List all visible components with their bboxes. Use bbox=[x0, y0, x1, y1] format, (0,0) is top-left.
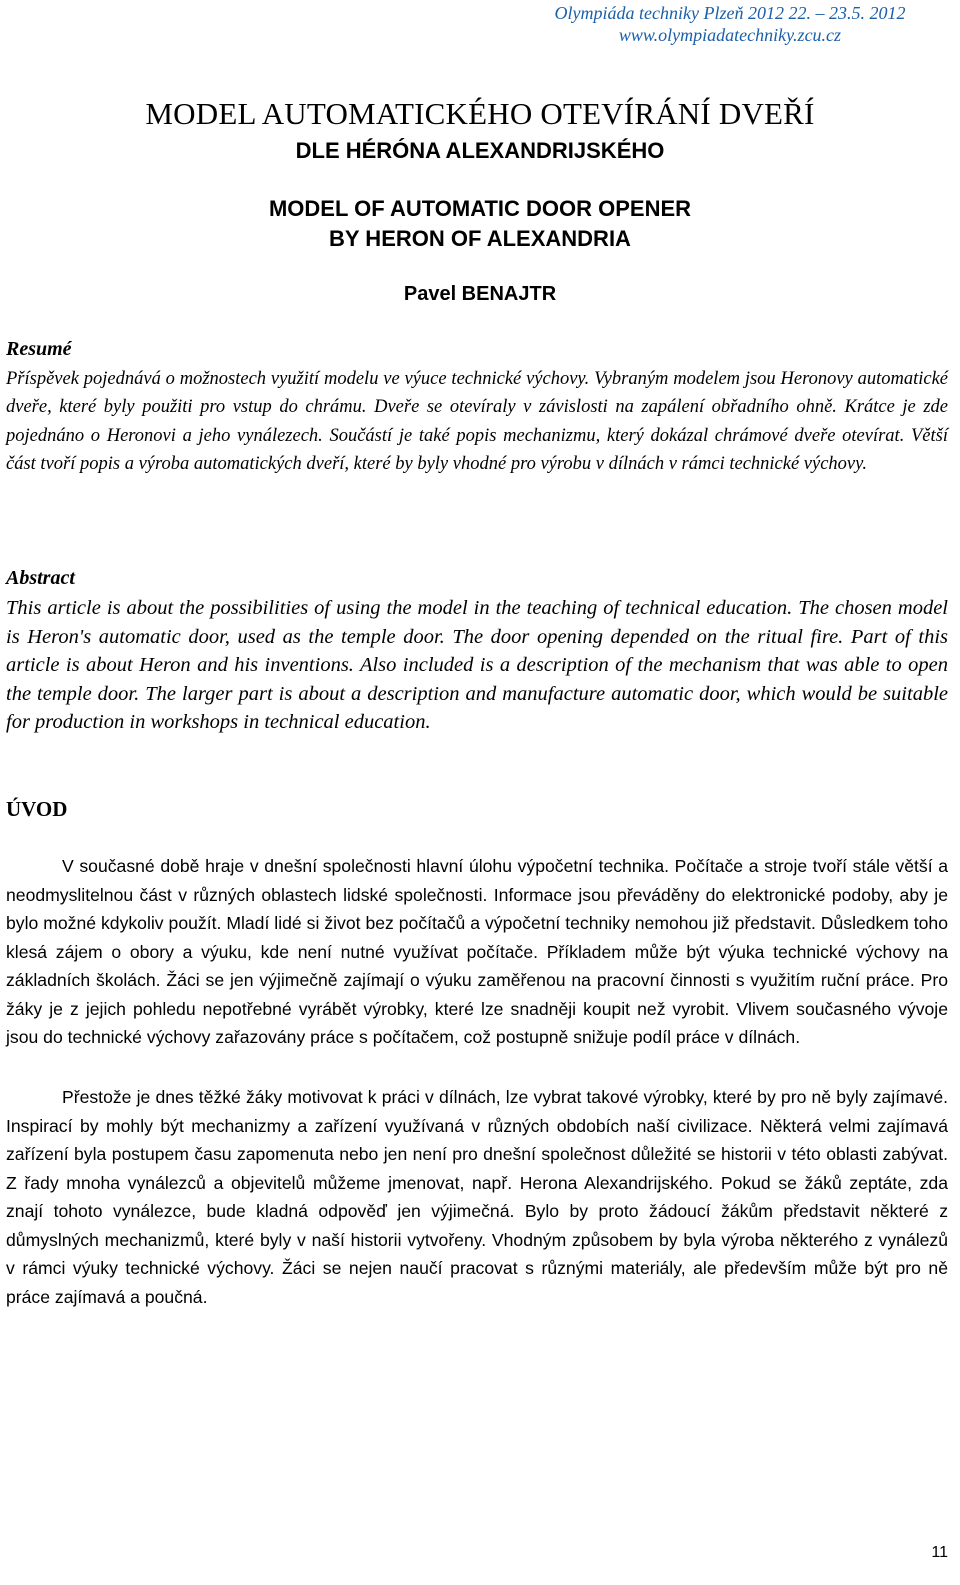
subtitle-english: BY HERON OF ALEXANDRIA bbox=[329, 226, 631, 251]
resume-text: Příspěvek pojednává o možnostech využití modelu ve výuce technické výchovy. Vybraným modelem jsou Heronovy automatické dveře, které byly použiti pro vstup do chrámu. Dveře se otevíraly v závislosti na zapálení obřadního ohně. Krátce je zde pojednáno o Heronovi a jeho vynálezech. Součástí je také popis mechanizmu, který dokázal chrámové dveře otevírat. Větší část tvoří popis a výroba automatických dveří, které by byly vhodné pro výrobu v dílnách v rámci technické výchovy. bbox=[6, 369, 948, 475]
header-event-line: Olympiáda techniky Plzeň 2012 22. – 23.5. 2012 bbox=[554, 3, 906, 23]
intro-heading: ÚVOD bbox=[6, 797, 68, 821]
title-english: MODEL OF AUTOMATIC DOOR OPENER bbox=[268, 196, 692, 221]
running-header bbox=[510, 2, 950, 46]
header-url-line: www.olympiadatechniky.zcu.cz bbox=[618, 25, 842, 45]
abstract-text: This article is about the possibilities of using the model in the teaching of technical education. The chosen model is Heron's automatic door, used as the temple door. The door opening depended on the ritual fire. Part of this article is about Heron and his inventions. Also included is a description of the mechanism that was able to open the temple door. The larger part is about a description and manufacture automatic door, which would be suitable for production in workshops in technical education. bbox=[6, 597, 948, 734]
intro-paragraph-1: V současné době hraje v dnešní společnosti hlavní úlohu výpočetní technika. Počítače a stroje tvoří stále větší a neodmyslitelnou část v různých oblastech lidské společnosti. Informace jsou převáděny do elektronické podoby, aby je bylo možné kdykoliv použít. Mladí lidé si život bez počítačů a výpočetní techniky nemohou již představit. Důsledkem toho klesá zájem o obory a výuku, kde není nutné využívat počítače. Příkladem může být výuka technické výchovy na základních školách. Žáci se jen výjimečně zajímají o výuku zaměřenou na pracovní činnosti s využitím ruční práce. Pro žáky je z jejich pohledu nepotřebné vyrábět výrobky, které lze snadněji koupit než vyrobit. Vlivem současného vývoje jsou do technické výchovy zařazovány práce s počítačem, což postupně snižuje podíl práce v dílnách. bbox=[6, 856, 948, 1047]
subtitle-czech: DLE HÉRÓNA ALEXANDRIJSKÉHO bbox=[295, 138, 665, 163]
title-czech: MODEL AUTOMATICKÉHO OTEVÍRÁNÍ DVEŘÍ bbox=[145, 96, 815, 131]
intro-paragraph-2: Přestože je dnes těžké žáky motivovat k práci v dílnách, lze vybrat takové výrobky, které by pro ně byly zajímavé. Inspirací by mohly být mechanizmy a zařízení využívaná v různých obdobích naší civilizace. Některá velmi zajímavá zařízení byla postupem času zapomenuta nebo jen není pro dnešní společnost důležité se historii v této oblasti zabývat. Z řady mnoha vynálezců a objevitelů můžeme jmenovat, např. Herona Alexandrijského. Pokud se žáků zeptáte, zda znají tohoto vynálezce, bude kladná odpověď jen výjimečná. Bylo by proto žádoucí žákům představit některé z důmyslných mechanizmů, které byly v naší historii vytvořeny. Vhodným způsobem by byla výroba některého z vynálezů v rámci výuky technické výchovy. Žáci se nejen naučí pracovat s různými materiály, ale především může být pro ně práce zajímavá a poučná. bbox=[6, 1087, 948, 1307]
author-name: Pavel BENAJTR bbox=[403, 283, 557, 305]
page-number: 11 bbox=[931, 1544, 948, 1561]
resume-heading: Resumé bbox=[6, 338, 72, 360]
abstract-heading: Abstract bbox=[6, 567, 75, 589]
